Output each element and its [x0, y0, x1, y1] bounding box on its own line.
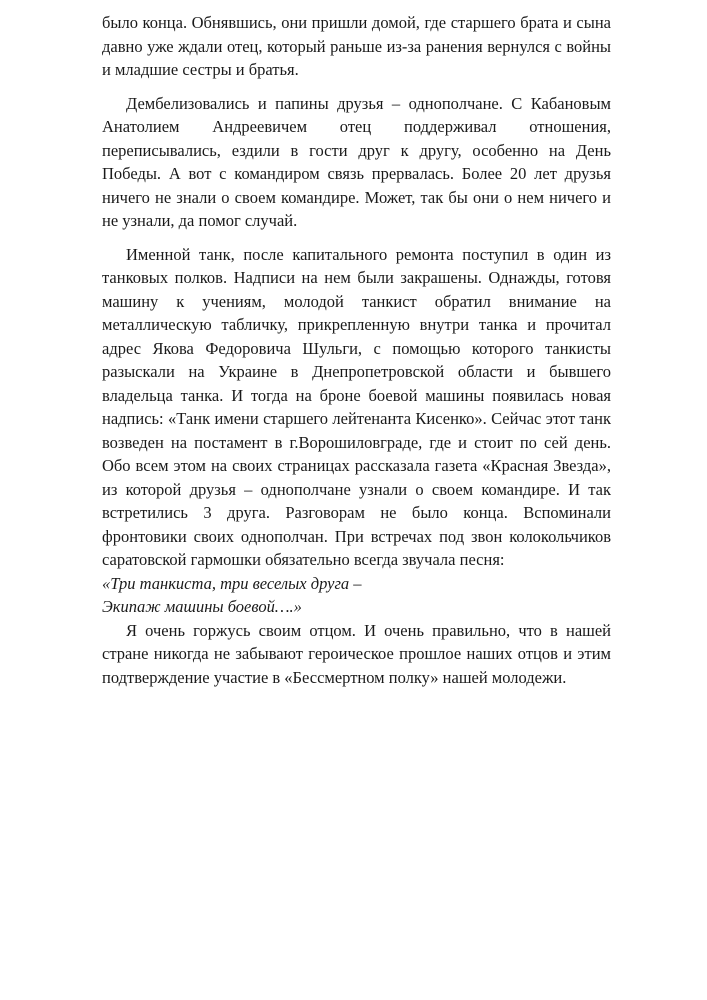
song-quote-line-2: Экипаж машины боевой….» [102, 597, 302, 616]
paragraph-conclusion: Я очень горжусь своим отцом. И очень правильно, что в нашей стране никогда не забывают героическое прошлое наших отцов и этим подтверждение участие в «Бессмертном полку» нашей молодежи. [102, 620, 611, 687]
song-quote-line-1: «Три танкиста, три веселых друга – [102, 573, 362, 593]
paragraph-named-tank: Именной танк, после капитального ремонта поступил в один из танковых полков. Надписи на нем были закрашены. Однажды, готовя машину к учениям, молодой танкист обратил внимание на металлическую табличку, прикрепленную внутри танка и прочитал адрес Якова Федоровича Шульги, с помощью которого танкисты разыскали на Украине в Днепропетровской области и бывшего владельца танка. И тогда на броне боевой машины появилась новая надпись: «Танк имени старшего лейтенанта Кисенко». Сейчас этот танк возведен на постамент в г.Ворошиловграде, где и стоит по сей день. Обо всем этом на своих страницах рассказала газета «Красная Звезда», из которой друзья – однополчане узнали о своем командире. И так встретились 3 друга. Разговорам не было конца. Вспоминали фронтовики своих однополчан. При встречах под звон колокольчиков саратовской гармошки обязательно всегда звучала песня: [102, 244, 611, 569]
paragraph-army-friends: Дембелизовались и папины друзья – однополчане. С Кабановым Анатолием Андреевичем отец поддерживал отношения, переписывались, ездили в гости друг к другу, особенно на День Победы. А вот с командиром связь прервалась. Более 20 лет друзья ничего не знали о своем командире. Может, так бы они о нем ничего и не узнали, да помог случай. [102, 93, 611, 230]
document-text-block [102, 11, 611, 689]
paragraph-homecoming: было конца. Обнявшись, они пришли домой, где старшего брата и сына давно уже ждали отец, который раньше из-за ранения вернулся с войны и младшие сестры и братья. [102, 13, 611, 79]
